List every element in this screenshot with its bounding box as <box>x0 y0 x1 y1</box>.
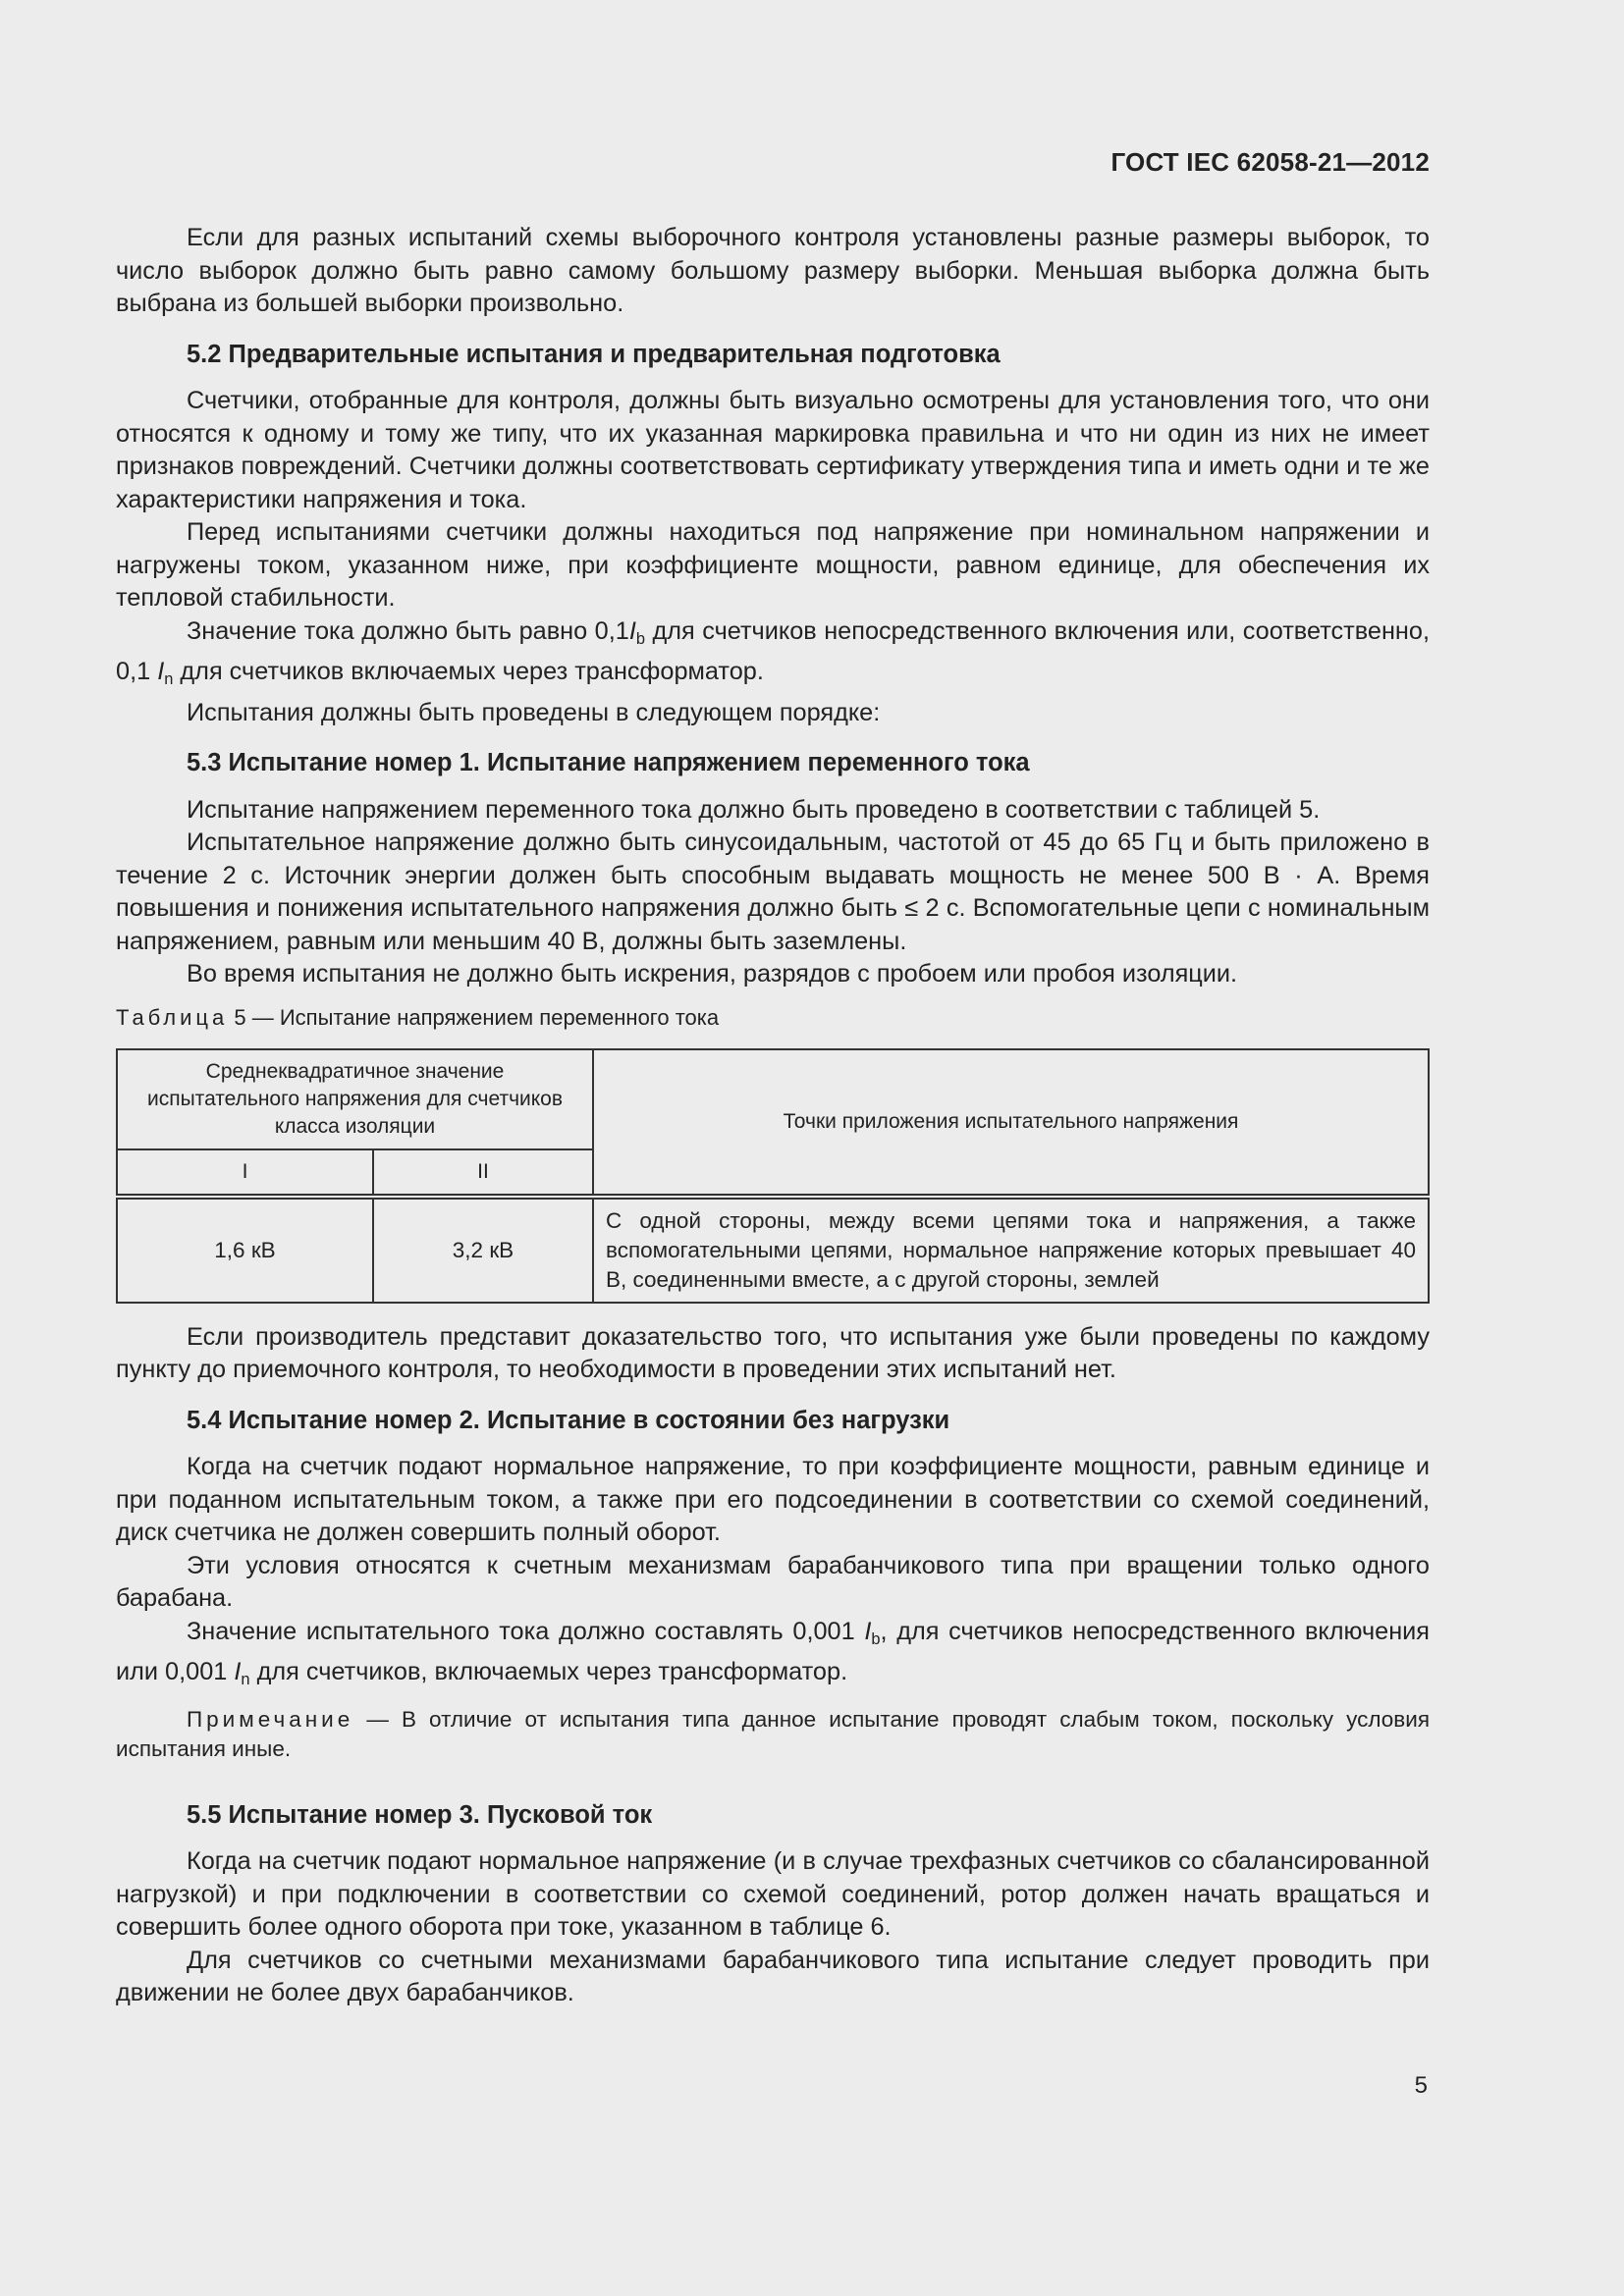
section-5-4-paragraph-2: Эти условия относятся к счетным механизмам барабанчикового типа при вращении только одного барабана. <box>116 1551 1430 1612</box>
section-5-5-paragraph-2: Для счетчиков со счетными механизмами барабанчикового типа испытание следует проводить при движении не более двух барабанчиков. <box>116 1946 1430 2006</box>
section-5-3-paragraph-2: Испытательное напряжение должно быть синусоидальным, частотой от 45 до 65 Гц и быть приложено в течение 2 с. Источник энергии должен быть способным выдавать мощность не менее 500 В · А. Время повышения и понижения испытательного напряжения должно быть ≤ 2 с. Вспомогательные цепи с номинальным напряжением, равным или меньшим 40 В, должны быть заземлены. <box>116 828 1430 955</box>
section-5-2-paragraph-3: Значение тока должно быть равно $0,1I_b$ для счетчиков непосредственного включения или, соответственно, 0,1 $I_n$ для счетчиков включаемых через трансформатор. <box>116 616 1430 688</box>
table-5 <box>116 1048 1430 1304</box>
table-header-voltage: Среднеквадратичное значение испытательного напряжения для счетчиков класса изоляции <box>117 1049 593 1149</box>
section-5-3-paragraph-1: Испытание напряжением переменного тока должно быть проведено в соответствии с таблицей 5. <box>187 795 1321 824</box>
intro-paragraph: Если для разных испытаний схемы выборочного контроля установлены разные размеры выборок, то число выборок должно быть равно самому большому размеру выборки. Меньшая выборка должна быть выбрана из большей выборки произвольно. <box>116 224 1430 317</box>
table-5-caption: Таблица 5 — Испытание напряжением переменного тока <box>116 1004 720 1030</box>
section-5-4-note: Примечание — В отличие от испытания типа данное испытание проводят слабым током, поскольку условия испытания иные. <box>116 1706 1430 1761</box>
standard-header: ГОСТ IEC 62058-21—2012 <box>1110 147 1430 177</box>
section-5-2-paragraph-1: Счетчики, отобранные для контроля, должны быть визуально осмотрены для установления того, что они относятся к одному и тому же типу, что их указанная маркировка правильна и что ни один из них не имеет признаков повреждений. Счетчики должны соответствовать сертификату утверждения типа и иметь одни и те же характеристики напряжения и тока. <box>116 387 1430 513</box>
page-number: 5 <box>1414 2072 1428 2099</box>
table-header-class-2: II <box>373 1149 593 1197</box>
section-5-2-title: 5.2 Предварительные испытания и предварительная подготовка <box>187 340 1001 368</box>
section-5-4-title: 5.4 Испытание номер 2. Испытание в состоянии без нагрузки <box>187 1406 950 1434</box>
table-cell-value-2: 3,2 кВ <box>373 1197 593 1303</box>
table-cell-value-1: 1,6 кВ <box>117 1197 373 1303</box>
section-5-5-paragraph-1: Когда на счетчик подают нормальное напряжение (и в случае трехфазных счетчиков со сбалансированной нагрузкой) и при подключении в соответствии со схемой соединений, ротор должен начать вращаться и совершить более одного оборота при токе, указанном в таблице 6. <box>116 1847 1430 1941</box>
section-5-2-paragraph-2: Перед испытаниями счетчики должны находиться под напряжение при номинальном напряжении и нагружены током, указанном ниже, при коэффициенте мощности, равном единице, для обеспечения их тепловой стабильности. <box>116 518 1430 612</box>
table-cell-points: С одной стороны, между всеми цепями тока и напряжения, а также вспомогательными цепями, нормальное напряжение которых превышает 40 В, соединенными вместе, а с другой стороны, землей <box>593 1197 1429 1303</box>
section-5-4-paragraph-1: Когда на счетчик подают нормальное напряжение, то при коэффициенте мощности, равным единице и при поданном испытательным током, а также при его подсоединении в соответствии со схемой соединений, диск счетчика не должен совершить полный оборот. <box>116 1453 1430 1546</box>
section-5-5-title: 5.5 Испытание номер 3. Пусковой ток <box>187 1800 653 1829</box>
section-5-3-paragraph-3: Во время испытания не должно быть искрения, разрядов с пробоем или пробоя изоляции. <box>187 960 1238 988</box>
page-content <box>116 222 1430 2010</box>
section-5-2-paragraph-4: Испытания должны быть проведены в следующем порядке: <box>187 698 881 726</box>
table-header-class-1: I <box>117 1149 373 1197</box>
table-header-points: Точки приложения испытательного напряжения <box>593 1049 1429 1197</box>
section-5-3-title: 5.3 Испытание номер 1. Испытание напряжением переменного тока <box>187 749 1030 776</box>
section-5-4-paragraph-3: Значение испытательного тока должно составлять 0,001 $I_b$, для счетчиков непосредственного включения или 0,001 $I_n$ для счетчиков, включаемых через трансформатор. <box>116 1617 1430 1688</box>
after-table-paragraph: Если производитель представит доказательство того, что испытания уже были проведены по каждому пункту до приемочного контроля, то необходимости в проведении этих испытаний нет. <box>116 1322 1430 1383</box>
